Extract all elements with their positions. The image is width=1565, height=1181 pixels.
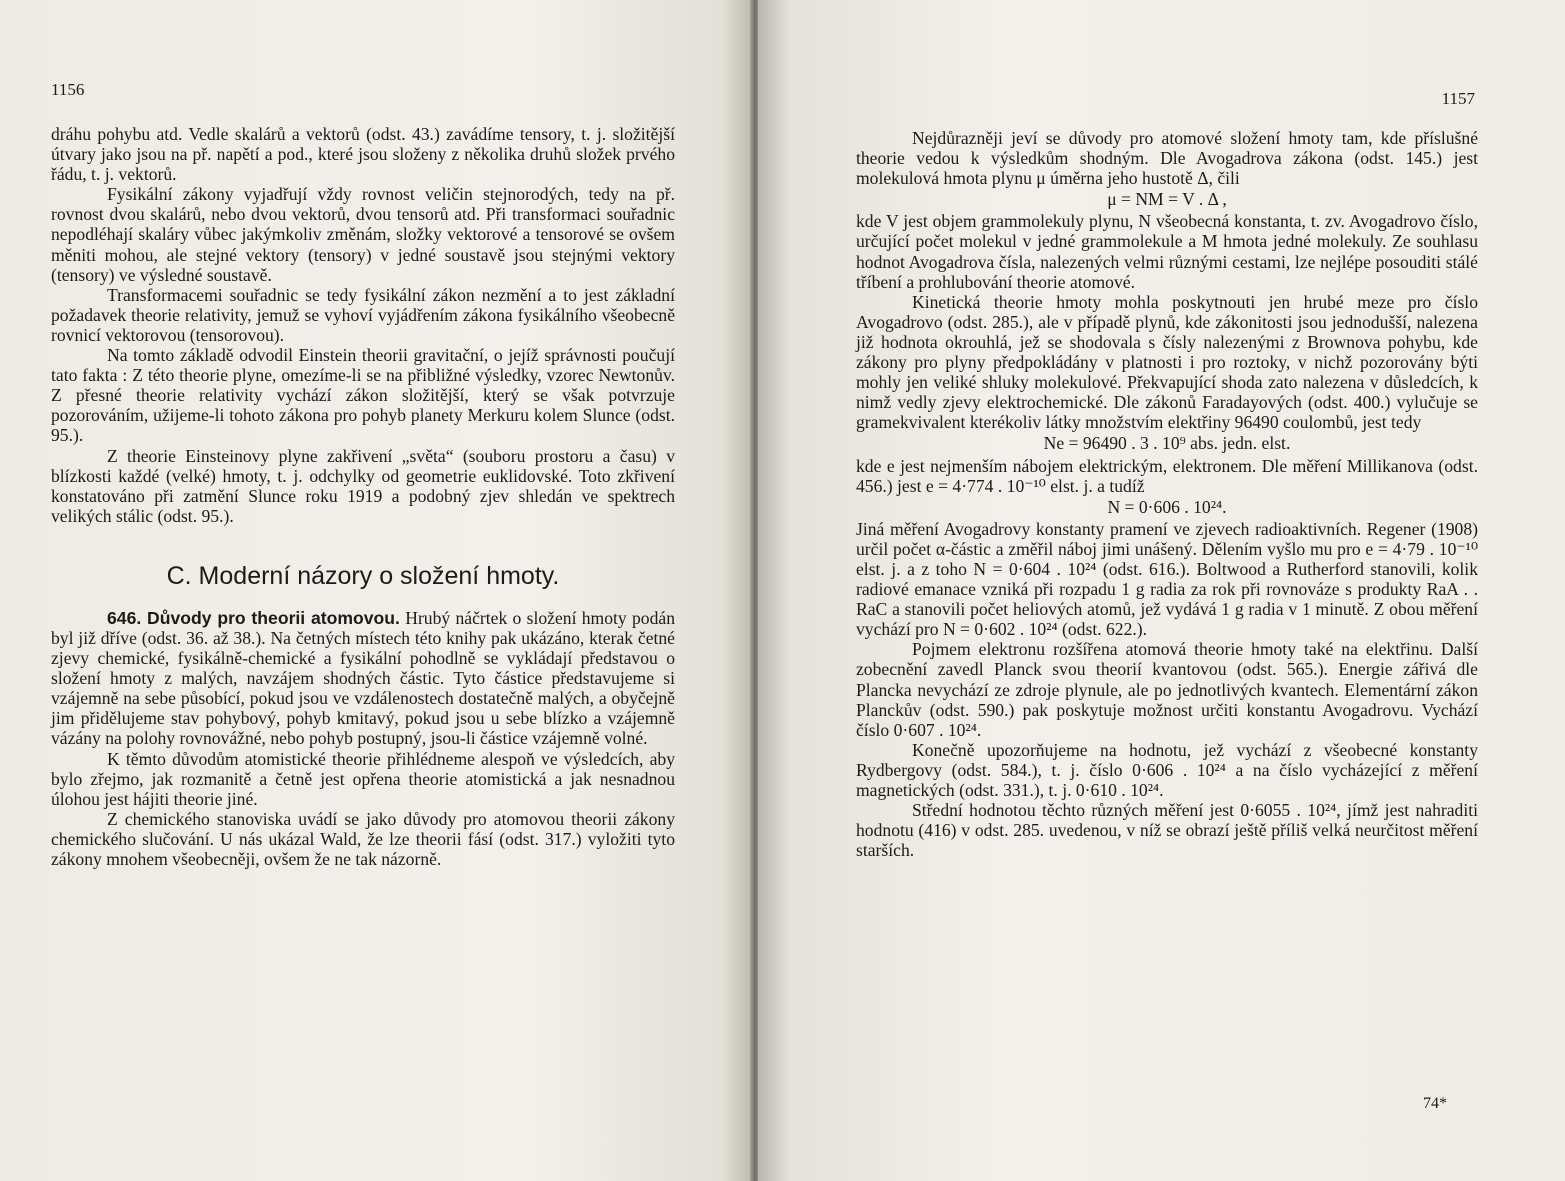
paragraph: Střední hodnotou těchto různých měření jest 0·6055 . 10²⁴, jímž jest nahraditi hodnotu (416) v odst. 285. uvedenou, v níž se obrazí ještě příliš velká neurčitost měření starších. <box>856 800 1478 861</box>
paragraph: Kinetická theorie hmoty mohla poskytnouti jen hrubé meze pro číslo Avogadrovo (odst. 285.), ale v případě plynů, kde zákonitosti jsou jednodušší, nalezena již hodnota okrouhlá, jež se shodovala s čísly nalezenými z Brownova pohybu, kde zákony pro plyny předpokládány v platnosti i pro roztoky, v nichž pozorovány býti mohly jen veliké shluky molekulové. Překvapující shoda zato nalezena v důsledcích, k nimž vedly zjevy elektrochemické. Dle zákonů Faradayových (odst. 400.) vylučuje se gramekvivalent kterékoliv látky množstvím elektřiny 96490 coulombů, jest tedy <box>856 291 1478 433</box>
paragraph: Transformacemi souřadnic se tedy fysikální zákon nezmění a to jest základní požadavek theorie relativity, jemuž se vyhoví vyjádřením zákona fysikálního všeobecně rovnicí vektorovou (tensorovou). <box>51 284 675 345</box>
paragraph: K těmto důvodům atomistické theorie přihlédneme alespoň ve výsledcích, aby bylo zřejmo, jak rozmanitě a četně jest opřena theorie atomistická a jak nesnadnou úlohou jest hájiti theorie jiné. <box>51 748 675 809</box>
section-heading: C. Moderní názory o složení hmoty. <box>166 561 560 590</box>
paragraph: Jiná měření Avogadrovy konstanty pramení ve zjevech radioaktivních. Regener (1908) určil počet α-částic a změřil náboj jimi unášený. Dělením vyšlo mu pro e = 4·79 . 10⁻¹⁰ elst. j. a z toho N = 0·604 . 10²⁴ (odst. 616.). Boltwood a Rutherford stanovili, kolik radiové emanace vzniká při rozpadu 1 g radia za rok při rovnováze s produkty RaA . . RaC a stanovili počet heliových atomů, jež vydává 1 g radia v 1 minutě. Z obou měření vychází pro N = 0·602 . 10²⁴ (odst. 622.). <box>856 518 1478 640</box>
paragraph: Fysikální zákony vyjadřují vždy rovnost veličin stejnorodých, tedy na př. rovnost dvou skalárů, nebo dvou vektorů, dvou tensorů atd. Při transformaci souřadnic nepodléhají skaláry vůbec jakýmkoliv změnám, složky vektorové a tensorové se ovšem měniti mohou, ale stejné vektory (tensory) v jedné soustavě jsou stejnými vektory (tensory) ve výsledné soustavě. <box>51 184 675 285</box>
equation: μ = NM = V . Δ , <box>1107 189 1227 210</box>
section-text: Hrubý náčrtek o složení hmoty podán byl již dříve (odst. 36. až 38.). Na četných místech této knihy pak ukázáno, kterak četné zjevy chemické, fysikálně-chemické a fysikální pohodlně se vykládají představou o složení hmoty z malých, navzájem shodných částic. Tyto částice představujeme si vzájemně na sebe působící, pokud jsou ve vzdálenostech dostatečně malých, a obyčejně jim přidělujeme stav pohybový, pohyb kmitavý, pokud jsou u sebe blízko a vzájemně vázány na polohy rovnovážné, nebo pohyb postupný, jsou-li částice vzájemně volné. <box>51 607 675 749</box>
right-page <box>758 0 1565 1181</box>
left-page-text <box>51 124 675 869</box>
left-page <box>0 0 752 1181</box>
section-number: 646. Důvody pro theorii atomovou. <box>107 607 400 628</box>
paragraph: dráhu pohybu atd. Vedle skalárů a vektorů (odst. 43.) zavádíme tensory, t. j. složitější útvary jako jsou na př. napětí a pod., které jsou složeny z několika druhů složek prvého řádu, t. j. vektorů. <box>51 124 675 185</box>
signature-mark: 74* <box>1423 1095 1447 1112</box>
page-number-right: 1157 <box>1441 89 1475 108</box>
paragraph: Na tomto základě odvodil Einstein theorii gravitační, o jejíž správnosti poučují tato fakta : Z této theorie plyne, omezíme-li se na přibližné výsledky, vzorec Newtonův. Z přesné theorie relativity vychází zákon složitější, který se však potvrzuje pozorováním, užijeme-li tohoto zákona pro pohyb planety Merkuru kolem Slunce (odst. 95.). <box>51 345 675 446</box>
equation: N = 0·606 . 10²⁴. <box>1107 496 1227 517</box>
paragraph: kde V jest objem grammolekuly plynu, N všeobecná konstanta, t. zv. Avogadrovo číslo, určující počet molekul v jedné grammolekule a M hmota jedné molekuly. Ze souhlasu hodnot Avogadrova čísla, nalezených velmi různými cestami, lze nejlépe posouditi stálé tříbení a prohlubování theorie atomové. <box>856 211 1478 292</box>
paragraph: kde e jest nejmenším nábojem elektrickým, elektronem. Dle měření Millikanova (odst. 456.) jest e = 4·774 . 10⁻¹⁰ elst. j. a tudíž <box>856 455 1478 496</box>
right-page-text <box>856 128 1478 860</box>
paragraph <box>51 608 675 749</box>
paragraph: Pojmem elektronu rozšířena atomová theorie hmoty také na elektřinu. Další zobecnění zavedl Planck svou theorií kvantovou (odst. 565.). Energie zářivá dle Plancka nevychází ze zdroje plynule, ale po jednotlivých kvantech. Elementární zákon Planckův (odst. 590.) pak poskytuje možnost určiti konstantu Avogadrovu. Vychází číslo 0·607 . 10²⁴. <box>856 639 1478 740</box>
paragraph: Z chemického stanoviska uvádí se jako důvody pro atomovou theorii zákony chemického slučování. U nás ukázal Wald, že lze theorii fásí (odst. 317.) vyložiti tyto zákony mnohem všeobecněji, ovšem že ne tak názorně. <box>51 808 675 869</box>
paragraph: Nejdůrazněji jeví se důvody pro atomové složení hmoty tam, kde příslušné theorie vedou k výsledkům shodným. Dle Avogadrova zákona (odst. 145.) jest molekulová hmota plynu μ úměrna jeho hustotě Δ, čili <box>856 128 1478 189</box>
page-number-left: 1156 <box>51 80 85 99</box>
paragraph: Konečně upozorňujeme na hodnotu, jež vychází z všeobecné konstanty Rydbergovy (odst. 584.), t. j. číslo 0·606 . 10²⁴ a na číslo vycházející z měření magnetických (odst. 331.), t. j. 0·610 . 10²⁴. <box>856 739 1478 800</box>
paragraph: Z theorie Einsteinovy plyne zakřivení „světa“ (souboru prostoru a času) v blízkosti každé (velké) hmoty, t. j. odchylky od geometrie euklidovské. Toto zkřivení konstatováno při zatmění Slunce roku 1919 a podobný zjev shledán ve spektrech velikých stálic (odst. 95.). <box>51 445 675 526</box>
equation: Ne = 96490 . 3 . 10⁹ abs. jedn. elst. <box>1043 433 1291 454</box>
